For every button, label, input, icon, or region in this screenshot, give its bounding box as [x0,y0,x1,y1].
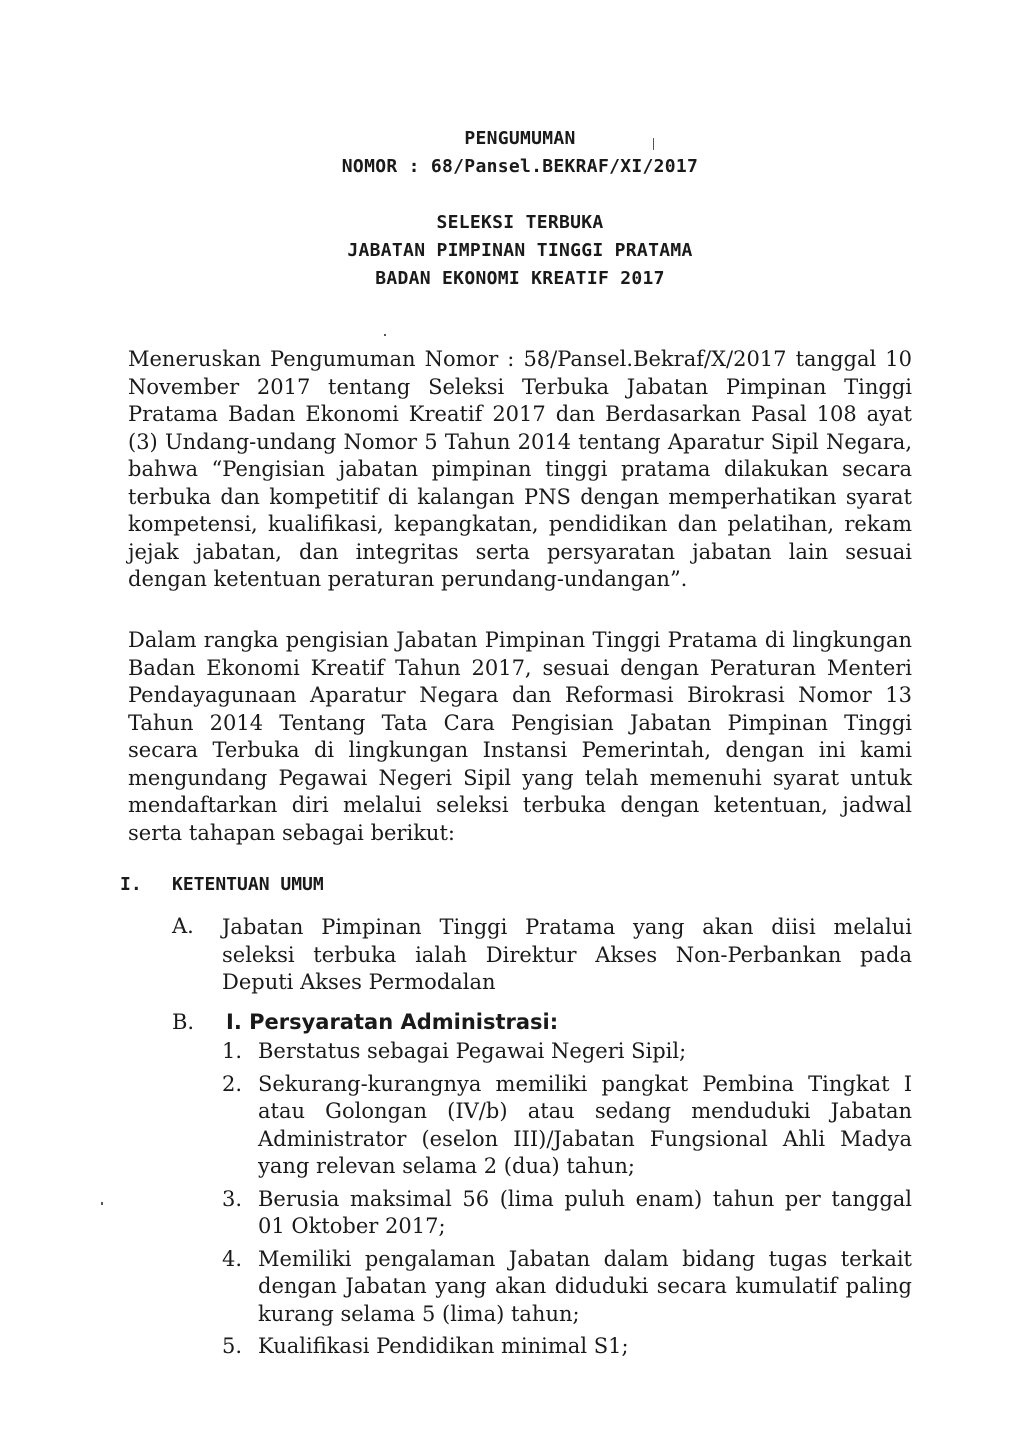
list-item [222,1071,912,1181]
list-item [222,1246,912,1329]
list-item-number: 1. [222,1039,243,1063]
list-item-number: 2. [222,1071,243,1096]
list-item-number: 5. [222,1334,243,1358]
announcement-title: PENGUMUMAN [464,128,576,149]
scan-speck [384,334,386,336]
administrative-requirements-title: I. Persyaratan Administrasi: [226,1010,559,1034]
point-b-label: B. [172,1010,195,1034]
section-title: KETENTUAN UMUM [172,874,324,895]
list-item-text: Berstatus sebagai Pegawai Negeri Sipil; [258,1039,687,1063]
list-item-text: Sekurang-kurangnya memiliki pangkat Pembina Tingkat I atau Golongan (IV/b) atau sedang menduduki Jabatan Administrator (eselon III)/Jabatan Fungsional Ahli Madya yang relevan selama 2 (dua) tahun; [258,1071,912,1178]
intro-paragraph: Meneruskan Pengumuman Nomor : 58/Pansel.Bekraf/X/2017 tanggal 10 November 2017 tentang Seleksi Terbuka Jabatan Pimpinan Tinggi Pratama Badan Ekonomi Kreatif 2017 dan Berdasarkan Pasal 108 ayat (3) Undang-undang Nomor 5 Tahun 2014 tentang Aparatur Sipil Negara, bahwa “Pengisian jabatan pimpinan tinggi pratama dilakukan secara terbuka dan kompetitif di kalangan PNS dengan memperhatikan syarat kompetensi, kualifikasi, kepangkatan, pendidikan dan pelatihan, rekam jejak jabatan, dan integritas serta persyaratan jabatan lain sesuai dengan ketentuan peraturan perundang-undangan”. [128,347,912,591]
list-item [222,1038,912,1066]
announcement-number: NOMOR : 68/Pansel.BEKRAF/XI/2017 [341,156,699,177]
requirements-list [222,1038,912,1366]
scan-speck [101,1202,103,1205]
subtitle-line-1: SELEKSI TERBUKA [436,212,604,233]
list-item [222,1186,912,1241]
list-item-text: Memiliki pengalaman Jabatan dalam bidang tugas terkait dengan Jabatan yang akan diduduki secara kumulatif paling kurang selama 5 (lima) tahun; [258,1246,912,1326]
subtitle-line-2: JABATAN PIMPINAN TINGGI PRATAMA [347,240,693,261]
list-item [222,1333,912,1361]
list-item-number: 4. [222,1246,243,1271]
purpose-paragraph: Dalam rangka pengisian Jabatan Pimpinan Tinggi Pratama di lingkungan Badan Ekonomi Kreatif Tahun 2017, sesuai dengan Peraturan Menteri Pendayagunaan Aparatur Negara dan Reformasi Birokrasi Nomor 13 Tahun 2014 Tentang Tata Cara Pengisian Jabatan Pimpinan Tinggi secara Terbuka di lingkungan Instansi Pemerintah, dengan ini kami mengundang Pegawai Negeri Sipil yang telah memenuhi syarat untuk mendaftarkan diri melalui seleksi terbuka dengan ketentuan, jadwal serta tahapan sebagai berikut: [128,628,912,845]
subtitle-line-3: BADAN EKONOMI KREATIF 2017 [375,268,665,289]
point-a-text: Jabatan Pimpinan Tinggi Pratama yang akan diisi melalui seleksi terbuka ialah Direktur Akses Non-Perbankan pada Deputi Akses Permodalan [222,915,912,994]
list-item-text: Berusia maksimal 56 (lima puluh enam) tahun per tanggal 01 Oktober 2017; [258,1186,912,1238]
list-item-text: Kualifikasi Pendidikan minimal S1; [258,1334,629,1358]
point-a-label: A. [172,914,194,938]
section-number: I. [120,874,142,895]
list-item-number: 3. [222,1186,243,1211]
scan-mark [653,138,654,150]
